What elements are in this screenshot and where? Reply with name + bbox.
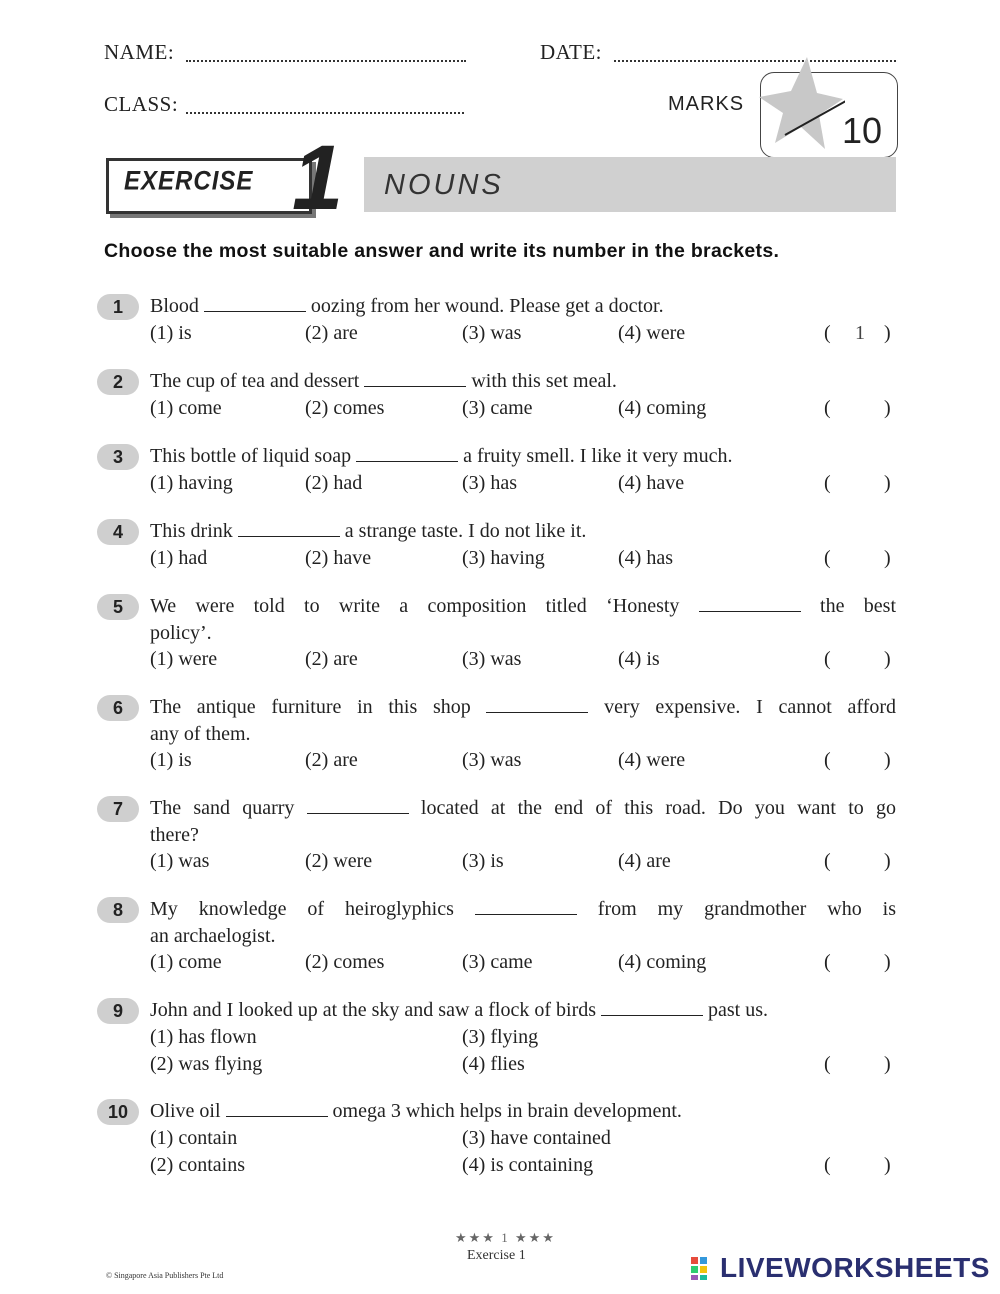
bracket-open: ( — [824, 322, 831, 344]
bracket-close: ) — [884, 472, 891, 494]
answer-option: (2) are — [305, 322, 358, 344]
answer-option: (3) having — [462, 547, 545, 569]
answer-option: (2) had — [305, 472, 363, 494]
question-text-before: This bottle of liquid soap — [150, 445, 357, 467]
answer-option: (2) contains — [150, 1154, 245, 1176]
question-text-before: The antique furniture in this shop — [150, 696, 487, 718]
answer-option: (1) had — [150, 547, 208, 569]
bracket-close: ) — [884, 648, 891, 670]
question-text — [150, 293, 896, 320]
question-text — [150, 1098, 896, 1125]
answer-option: (2) are — [305, 749, 358, 771]
copyright: © Singapore Asia Publishers Pte Ltd — [106, 1271, 224, 1280]
bracket-close: ) — [884, 951, 891, 973]
answer-option: (1) was — [150, 850, 210, 872]
question-text-line2: any of them. — [150, 723, 251, 745]
question-text-after: from my grandmother who is — [576, 898, 896, 920]
question-number: 2 — [97, 369, 139, 395]
bracket-open: ( — [824, 472, 831, 494]
question-text-after: omega 3 which helps in brain development. — [327, 1100, 682, 1122]
answer-option: (1) come — [150, 951, 222, 973]
question-number: 10 — [97, 1099, 139, 1125]
answer-option: (3) was — [462, 749, 522, 771]
answer-option: (4) is containing — [462, 1154, 594, 1176]
answer-blank — [475, 898, 577, 915]
answer-input[interactable]: 1 — [855, 322, 865, 344]
question-text-before: My knowledge of heiroglyphics — [150, 898, 475, 920]
answer-option: (4) have — [618, 472, 685, 494]
answer-option: (2) comes — [305, 951, 385, 973]
answer-blank — [601, 999, 703, 1016]
question-text-before: This drink — [150, 520, 238, 542]
topic-title: NOUNS — [384, 169, 504, 201]
liveworksheets-brand[interactable]: LIVEWORKSHEETS — [720, 1252, 990, 1283]
answer-option: (2) have — [305, 547, 372, 569]
question-text-before: Blood — [150, 295, 204, 317]
answer-blank — [699, 595, 801, 612]
bracket-close: ) — [884, 547, 891, 569]
bracket-open: ( — [824, 850, 831, 872]
question-text-line2: an archaelogist. — [150, 925, 276, 947]
answer-option: (4) is — [618, 648, 660, 670]
answer-option: (4) coming — [618, 951, 707, 973]
instructions: Choose the most suitable answer and write its number in the brackets. — [104, 240, 780, 262]
question-text — [150, 368, 896, 395]
bracket-open: ( — [824, 547, 831, 569]
question-text-line2: there? — [150, 824, 199, 846]
answer-option: (4) were — [618, 749, 686, 771]
name-label: NAME: — [104, 40, 175, 64]
question-text — [150, 997, 896, 1024]
answer-option: (2) was flying — [150, 1053, 263, 1075]
bracket-open: ( — [824, 397, 831, 419]
question-text-after: the best — [800, 595, 896, 617]
answer-option: (2) were — [305, 850, 373, 872]
question-text-before: John and I looked up at the sky and saw a flock of birds — [150, 999, 602, 1021]
bracket-open: ( — [824, 1154, 831, 1176]
answer-option: (3) flying — [462, 1026, 539, 1048]
answer-blank — [226, 1100, 328, 1117]
answer-option: (1) contain — [150, 1127, 238, 1149]
question-number: 1 — [97, 294, 139, 320]
answer-option: (3) is — [462, 850, 504, 872]
answer-option: (3) was — [462, 322, 522, 344]
question-text — [150, 518, 896, 545]
answer-option: (1) were — [150, 648, 218, 670]
answer-option: (4) has — [618, 547, 673, 569]
answer-option: (3) has — [462, 472, 517, 494]
date-label: DATE: — [540, 40, 602, 64]
question-text-line2: policy’. — [150, 622, 212, 644]
answer-option: (3) was — [462, 648, 522, 670]
bracket-close: ) — [884, 850, 891, 872]
bracket-open: ( — [824, 648, 831, 670]
exercise-label: EXERCISE — [124, 166, 254, 197]
question-text-after: located at the end of this road. Do you want to go — [408, 797, 896, 819]
star-icon — [745, 55, 845, 151]
answer-option: (4) coming — [618, 397, 707, 419]
class-label: CLASS: — [104, 92, 179, 116]
question-number: 9 — [97, 998, 139, 1024]
answer-blank — [204, 295, 306, 312]
answer-option: (4) flies — [462, 1053, 525, 1075]
answer-option: (2) are — [305, 648, 358, 670]
answer-option: (4) were — [618, 322, 686, 344]
bracket-open: ( — [824, 1053, 831, 1075]
question-text — [150, 694, 896, 721]
question-text-before: We were told to write a composition titled ‘Honesty — [150, 595, 699, 617]
bracket-close: ) — [884, 397, 891, 419]
answer-blank — [364, 370, 466, 387]
question-text-before: The sand quarry — [150, 797, 307, 819]
question-text — [150, 795, 896, 822]
question-text-after: past us. — [703, 999, 769, 1021]
marks-total: 10 — [842, 110, 883, 151]
answer-option: (3) came — [462, 951, 533, 973]
answer-option: (1) is — [150, 322, 192, 344]
question-text-after: very expensive. I cannot afford — [588, 696, 896, 718]
answer-option: (1) has flown — [150, 1026, 257, 1048]
answer-blank — [356, 445, 458, 462]
question-text-after: a fruity smell. I like it very much. — [458, 445, 733, 467]
answer-option: (3) have contained — [462, 1127, 611, 1149]
question-text-before: Olive oil — [150, 1100, 226, 1122]
bracket-open: ( — [824, 749, 831, 771]
answer-blank — [238, 520, 340, 537]
exercise-number: 1 — [292, 127, 344, 229]
question-number: 7 — [97, 796, 139, 822]
marks-label: MARKS — [668, 93, 745, 115]
question-text-after: oozing from her wound. Please get a doctor. — [305, 295, 664, 317]
question-number: 6 — [97, 695, 139, 721]
bracket-close: ) — [884, 322, 891, 344]
question-text — [150, 593, 896, 620]
answer-option: (1) is — [150, 749, 192, 771]
answer-blank — [307, 797, 409, 814]
answer-option: (1) come — [150, 397, 222, 419]
class-field[interactable] — [186, 112, 464, 114]
page-number: ★★★ 1 ★★★ — [455, 1230, 556, 1245]
answer-blank — [486, 696, 588, 713]
question-number: 3 — [97, 444, 139, 470]
question-number: 5 — [97, 594, 139, 620]
bracket-close: ) — [884, 1154, 891, 1176]
question-text-after: with this set meal. — [466, 370, 617, 392]
footer-exercise-label: Exercise 1 — [467, 1248, 526, 1263]
answer-option: (2) comes — [305, 397, 385, 419]
liveworksheets-logo-icon — [690, 1255, 716, 1281]
question-text — [150, 896, 896, 923]
question-number: 4 — [97, 519, 139, 545]
bracket-open: ( — [824, 951, 831, 973]
question-text-before: The cup of tea and dessert — [150, 370, 365, 392]
bracket-close: ) — [884, 749, 891, 771]
question-text-after: a strange taste. I do not like it. — [339, 520, 587, 542]
question-number: 8 — [97, 897, 139, 923]
name-field[interactable] — [186, 60, 466, 62]
answer-option: (1) having — [150, 472, 233, 494]
answer-option: (3) came — [462, 397, 533, 419]
bracket-close: ) — [884, 1053, 891, 1075]
answer-option: (4) are — [618, 850, 671, 872]
question-text — [150, 443, 896, 470]
